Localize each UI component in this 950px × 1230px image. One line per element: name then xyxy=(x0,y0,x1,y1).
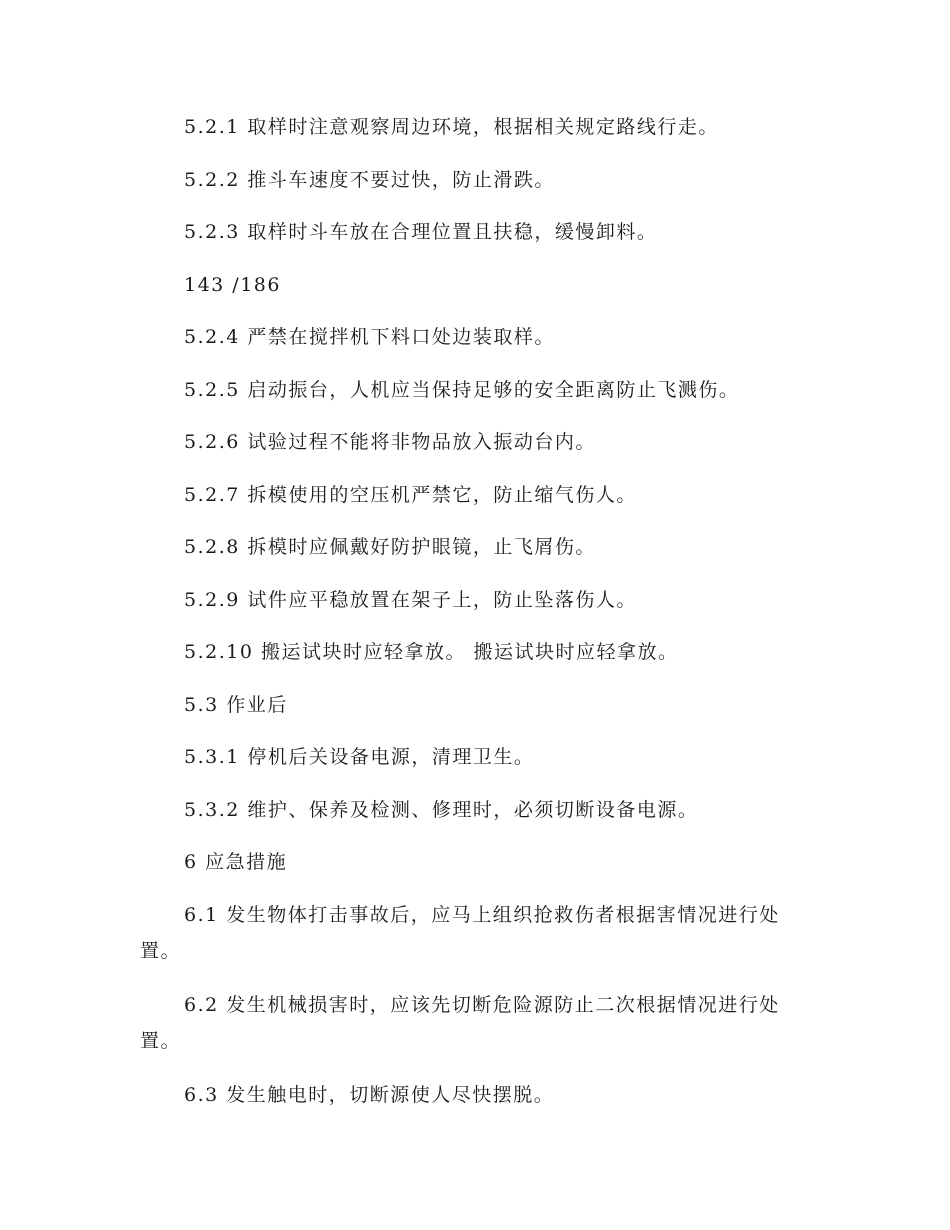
clause-6-3: 6.3 发生触电时，切断源使人尽快摆脱。 xyxy=(184,1084,555,1106)
clause-5-2-3: 5.2.3 取样时斗车放在合理位置且扶稳，缓慢卸料。 xyxy=(184,221,658,243)
clause-5-3-1: 5.3.1 停机后关设备电源，清理卫生。 xyxy=(184,746,535,768)
clause-5-3-2: 5.3.2 维护、保养及检测、修理时，必须切断设备电源。 xyxy=(184,799,699,821)
clause-6-2: 6.2 发生机械损害时，应该先切断危险源防止二次根据情况进行处置。 xyxy=(140,994,780,1052)
clause-5-2-8: 5.2.8 拆模时应佩戴好防护眼镜，止飞屑伤。 xyxy=(184,536,596,558)
clause-5-2-7: 5.2.7 拆模使用的空压机严禁它，防止缩气伤人。 xyxy=(184,484,637,506)
clause-5-2-2: 5.2.2 推斗车速度不要过快，防止滑跌。 xyxy=(184,169,555,191)
section-5-3-heading: 5.3 作业后 xyxy=(184,694,288,716)
clause-5-2-5: 5.2.5 启动振台，人机应当保持足够的安全距离防止飞溅伤。 xyxy=(184,379,740,401)
clause-5-2-6: 5.2.6 试验过程不能将非物品放入振动台内。 xyxy=(184,431,596,453)
clause-5-2-10: 5.2.10 搬运试块时应轻拿放。 搬运试块时应轻拿放。 xyxy=(184,641,679,663)
clause-5-2-1: 5.2.1 取样时注意观察周边环境，根据相关规定路线行走。 xyxy=(184,116,719,138)
clause-5-2-9: 5.2.9 试件应平稳放置在架子上，防止坠落伤人。 xyxy=(184,589,637,611)
page-number: 143 /186 xyxy=(184,274,281,296)
section-6-heading: 6 应急措施 xyxy=(184,851,288,873)
clause-6-1: 6.1 发生物体打击事故后，应马上组织抢救伤者根据害情况进行处置。 xyxy=(140,904,780,962)
clause-5-2-4: 5.2.4 严禁在搅拌机下料口处边装取样。 xyxy=(184,326,555,348)
